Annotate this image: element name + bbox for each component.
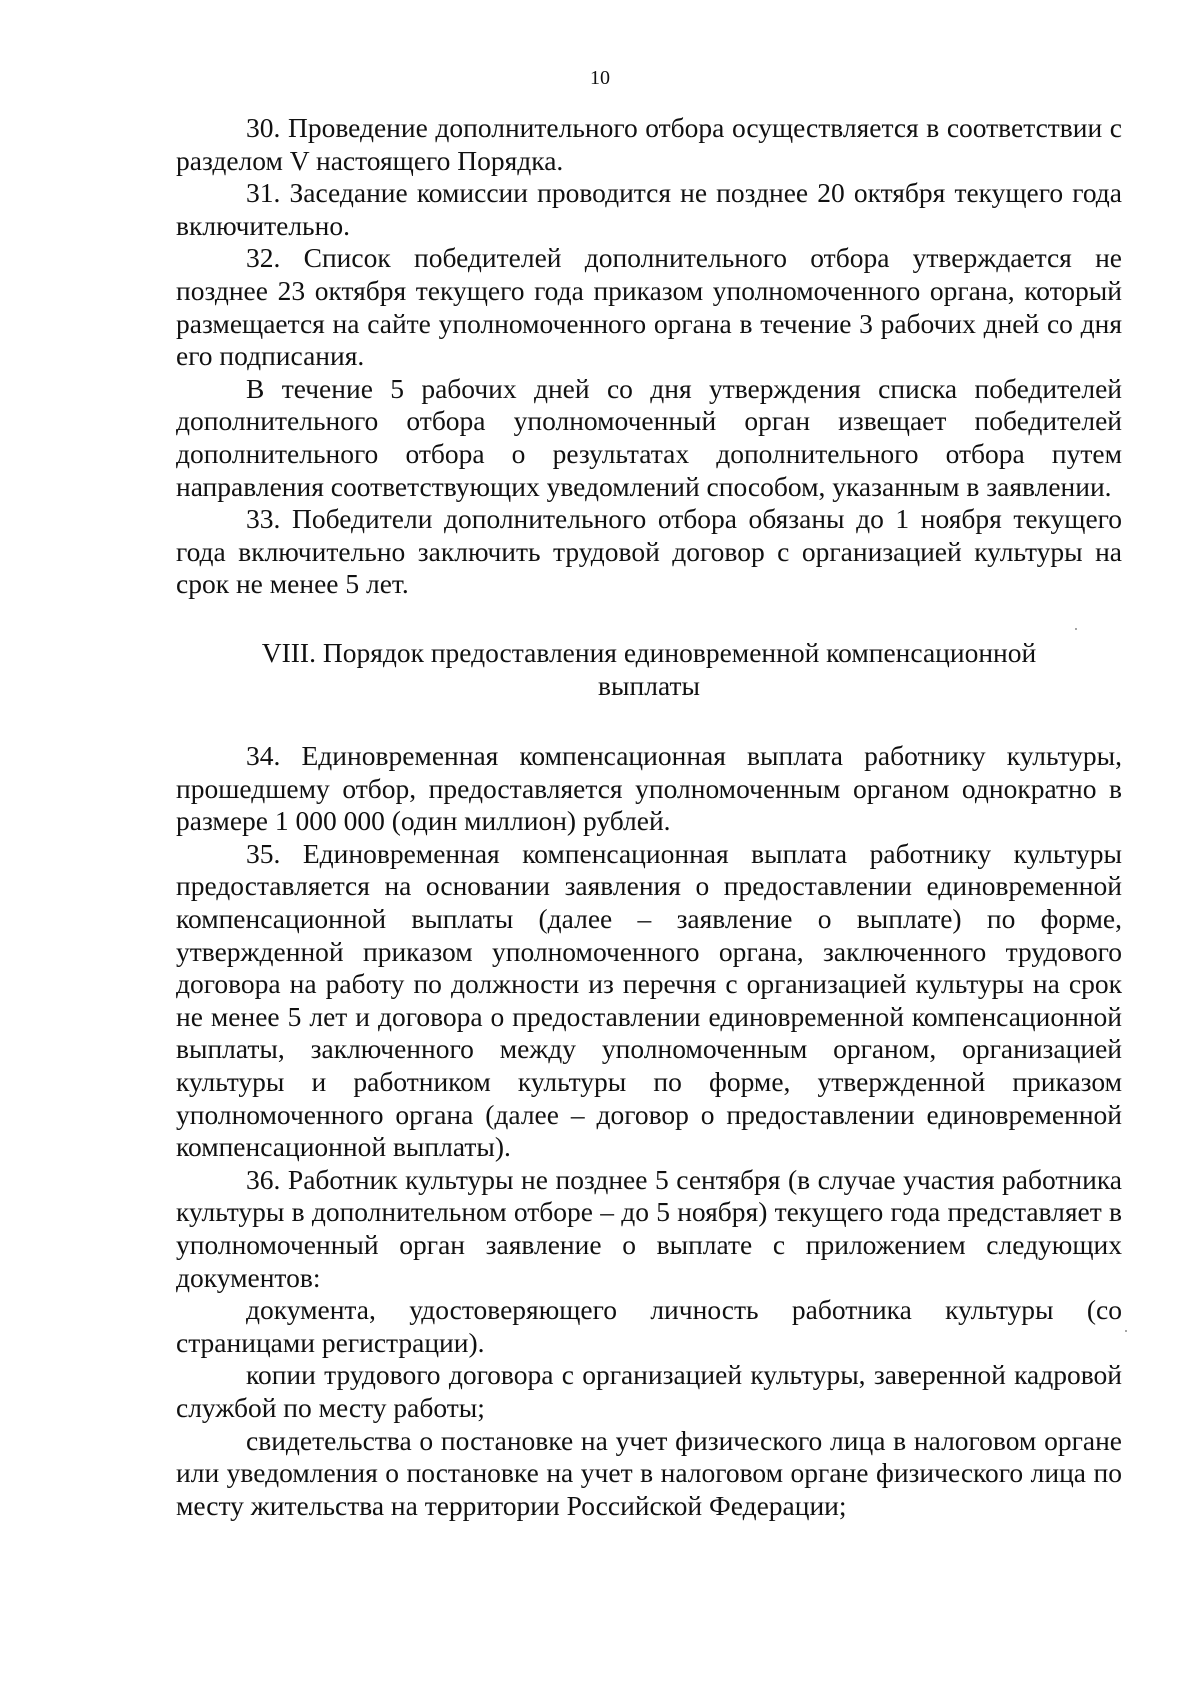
paragraph-31: 31. Заседание комиссии проводится не позднее 20 октября текущего года включительно. <box>176 177 1122 241</box>
paragraph-32: 32. Список победителей дополнительного отбора утверждается не позднее 23 октября текущего года приказом уполномоченного органа, который размещается на сайте уполномоченного органа в течение 3 рабочих дней со дня его подписания. <box>176 242 1122 372</box>
document-list-item-labor-contract: копии трудового договора с организацией культуры, заверенной кадровой службой по месту работы; <box>176 1359 1122 1423</box>
paragraph-35: 35. Единовременная компенсационная выплата работнику культуры предоставляется на основании заявления о предоставлении единовременной компенсационной выплаты (далее – заявление о выплате) по форме, утвержденной приказом уполномоченного органа, заключенного трудового договора на работу по должности из перечня с организацией культуры на срок не менее 5 лет и договора о предоставлении единовременной компенсационной выплаты, заключенного между уполномоченным органом, организацией культуры и работником культуры по форме, утвержденной приказом уполномоченного органа (далее – договор о предоставлении единовременной компенсационной выплаты). <box>176 837 1122 1163</box>
scan-speck <box>1075 628 1077 630</box>
document-list-item-identity: документа, удостоверяющего личность работника культуры (со страницами регистрации). <box>176 1294 1122 1358</box>
paragraph-34: 34. Единовременная компенсационная выплата работнику культуры, прошедшему отбор, предоставляется уполномоченным органом однократно в размере 1 000 000 (один миллион) рублей. <box>176 740 1122 837</box>
page-number: 10 <box>590 67 610 89</box>
paragraph-36: 36. Работник культуры не позднее 5 сентября (в случае участия работника культуры в дополнительном отборе – до 5 ноября) текущего года представляет в уполномоченный орган заявление о выплате с приложением следующих документов: <box>176 1163 1122 1293</box>
paragraph-30: 30. Проведение дополнительного отбора осуществляется в соответствии с разделом V настоящего Порядка. <box>176 112 1122 176</box>
scan-speck <box>1125 1330 1127 1332</box>
document-list-item-tax-registration: свидетельства о постановке на учет физического лица в налоговом органе или уведомления о постановке на учет в налоговом органе физического лица по месту жительства на территории Российской Федерации; <box>176 1424 1122 1521</box>
paragraph-33: 33. Победители дополнительного отбора обязаны до 1 ноября текущего года включительно заключить трудовой договор с организацией культуры на срок не менее 5 лет. <box>176 503 1122 600</box>
document-body <box>176 112 1122 1522</box>
paragraph-32-notification: В течение 5 рабочих дней со дня утверждения списка победителей дополнительного отбора уполномоченный орган извещает победителей дополнительного отбора о результатах дополнительного отбора путем направления соответствующих уведомлений способом, указанным в заявлении. <box>176 372 1122 502</box>
section-heading: VIII. Порядок предоставления единовременной компенсационной выплаты <box>261 636 1037 701</box>
